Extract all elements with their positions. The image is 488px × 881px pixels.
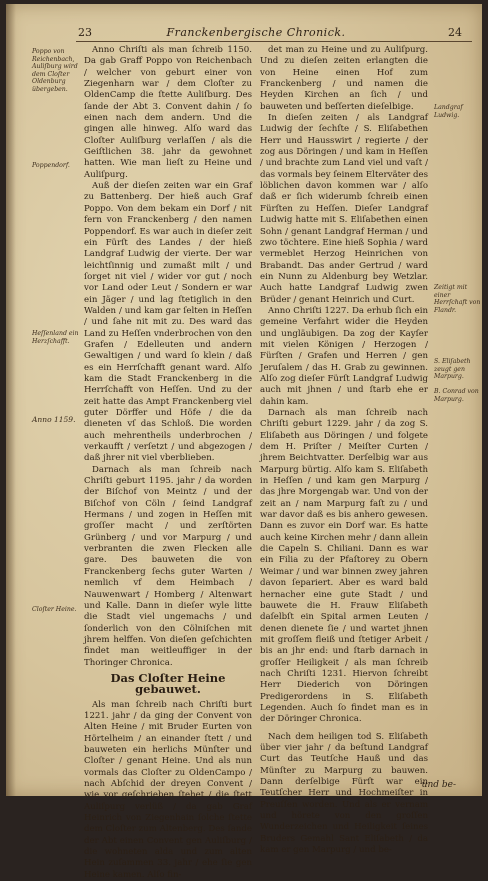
left-column — [84, 45, 252, 881]
paragraph: Darnach als man ſchreib nach Chriſti geburt 1229. jahr / da zog S. Eliſabeth aus Döringen / und folgete dem H. Priſter / Meiſter Curten / jhrem Beichtvatter. Derſelbig war aus Marpurg bürtig. Alſo kam S. Eliſabeth in Heſſen / und kam gen Marpurg / das jhre Morgengab war. Und von der zeit an / nam Marpurg faſt zu / und war davor daß es bis anhero gewesen. Dann es zuvor ein Dorf war. Es hatte auch keine Kirchen mehr / dann allein die Capeln S. Chiliani. Dann es war ein Filia zu der Pfaſtorey zu Obern Weimar / und war binnen zwey jahren davon ſepariert. Aber es ward bald hernacher eine gute Stadt / und bauwete die H. Frauw Eliſabeth daſelbſt ein Spital armen Leuten / denen dienete ſie / und wartet jhnen mit groſſem fleiß und ſtetiger Arbeit / bis an jhr end: und ſtarb darnach in groſſer Heiligkeit / als man ſchreib nach Chriſti 1231. Hiervon ſchreibt Herr Diederich von Döringen Predigerordens in S. Eliſabeth Legenden. Auch ſo findet man es in der Döringer Chronica. — [260, 408, 428, 725]
paragraph: Auß der dieſen zeiten war ein Graf zu Battenberg. Der hieß auch Graf Poppo. Von dem bekam ein Dorf / nit fern von Franckenberg / den namen Poppendorf. Es war auch in dieſer zeit ein Fürſt des Landes / der hieß Landgraf Ludwig der vierte. Der war leichtſinnig und zumaßt milt / und ſorget nit viel / wider vor gut / noch vor Land oder Leut / Sondern er war ein Jäger / und lag ſtetiglich in den Walden / und kam gar ſelten in Heſſen / und ſahe nit mit zu. Des ward das Land zu Heſſen vnderbrochen von den Grafen / Edelleuten und andern Gewaltigen / und ward ſo klein / daß es ein Herrſchafft genant ward. Alſo kam die Stadt Franckenberg in die Herrſchafft von Heſſen. Und zu der zeit hatte das Ampt Franckenberg viel guter Dörffer und Höfe / die da dieneten vſ das Schloß. Die worden auch mehrentheils underbrochen / verkaufft / verſetzt / und abgezogen / daß jhrer nit viel vberblieben. — [84, 181, 252, 464]
margin-note-conrad: B. Conrad von Marpurg. — [434, 388, 479, 403]
margin-note-hessenland: Heſſenland ein Herzſchafft. — [32, 330, 79, 345]
paragraph: In dieſen zeiten / als Landgraf Ludwig der ſechſte / S. Eliſabethen Herr und Hausswirt / regierte / der zog aus Döringen / und kam in Heſſen / und brachte zum Land viel und vaſt / das vormals bey ſeinem Elterväter des löblichen davon kommen war / alſo daß er ſich widerumb ſchreib einen Fürſten zu Heſſen. Dieſer Landgraf Ludwig hatte mit S. Eliſabethen einen Sohn / genant Landgraf Herman / und zwo töchtere. Eine hieß Sophia / ward vermeblet Herzog Heinrichen von Brabandt. Das ander Gertrud / ward ein Nunn zu Aldenburg bey Wetzlar. Auch hatte Landgraf Ludwig zwen Brüder / genant Heinrich und Curt. — [260, 113, 428, 305]
paragraph: Nach dem heiligen tod S. Eliſabeth über vier jahr / da beſtund Landgraf Curt das Teutſche Hauß und das Münſter zu Marpurg zu bauwen. Dann derſelbige Fürſt war ein Teutſcher Herr und Hochmeiſter in Preuſſen worden. Und als er vernam und hörete von den groſſen Wunderzeichen und Heiligkeit ſeines Bruders Gemahl Sant Eliſabeth / da kam er gen Marpurg / und be- — [260, 731, 428, 856]
right-column — [260, 45, 428, 856]
section-heading: Das Cloſter Heine gebauwet. — [110, 670, 226, 697]
margin-note-elisabeth: S. Eliſabeth zeugt gen Marpurg. — [434, 358, 471, 381]
margin-note-anno-1159: Anno 1159. — [32, 415, 76, 424]
paragraph: Anno Chriſti als man ſchreib 1150. Da gab Graff Poppo von Reichenbach / welcher von geburt einer von Ziegenharn war / dem Cloſter zu OldenCamp die ſtette Auliſburg. Des ſande der Abt 3. Convent dahin / ſo einen nach dem andern. Und die gingen alle hinweg. Alſo ward das Cloſter Auliſburg verlaſſen / als die Geiſtlichen 38. jahr da gewohnet hatten. Wie man lieſt zu Heine und Auliſpurg. — [84, 45, 252, 180]
paragraph: Anno Chriſti 1227. Da erhub ſich ein gemeine Verfahrt wider die Heyden und ungläubigen. Da zog der Kayſer mit vielen Königen / Herzogen / Fürſten / Grafen und Herren / gen Jeruſalem / das H. Grab zu gewinnen. Alſo zog dieſer Fürſt Landgraf Ludwig auch mit jhnen / und ſtarb ehe er dahin kam. — [260, 305, 428, 407]
paragraph: Darnach als man ſchreib nach Chriſti geburt 1195. jahr / da worden der Biſchof von Meintz / und der Biſchof von Cöln / ſeind Landgraf Hermans / und zogen in Heſſen mit groſſer macht / und zerſtörten Grünberg / und vor Marpurg / und verbranten die zwen Flecken alle gare. Des bauweten die von Franckenberg ſechs guter Warten / nemlich vf dem Heimbach / Nauwenwart / Homberg / Altenwart und Kalle. Dann in dieſer wyle litte die Stadt viel ungemachs / und ſonderlich von den Cölniſchen mit jhrem helffen. Von dieſen geſchichten findet man weitleuffiger in der Thoringer Chronica. — [84, 464, 252, 668]
margin-note-poppo: Poppo von Reichenbach, Auliſburg wird dem Cloſter Oldenburg übergeben. — [32, 48, 78, 93]
margin-note-zeitigt: Zeitigt mit einer Herrſchaft von Flandr. — [434, 284, 481, 314]
page-spine-shadow — [6, 4, 16, 796]
running-title: Franckenbergische Chronick. — [166, 26, 346, 39]
page-number-left: 23 — [78, 26, 92, 39]
paragraph: Als man ſchreib nach Chriſti burt 1221. jahr / da ging der Convent von Alten Heine / mit Bruder Eurten von Hörtelheim / an einander ſtett / und bauweten ein herlichs Münſter und Cloſter / genant Heine. Und als nun vormals das Cloſter zu OldenCampo / nach Abſchid der dreyen Convent / wie vor geſchrieben ſtehet / die ſtett Auliſpurg verlüß / da gab Graf Heinrich von Ziegenhain ſolche ſtette dem Cloſter zum Altenberg. Des ſande der Abt einen Convent gen Auliſburg / die wohneten alda und zum alten Hein zuſammen 33. jahr / ehe ſie gen Heine kamen. Alſo fin- — [84, 699, 252, 880]
paragraph: det man zu Heine und zu Auliſpurg. Und zu dieſen zeiten erlangten die von Heine einen Hof zum Franckenberg / und namen die Heyden Kirchen an ſich / und bauweten und beſſerten dieſelbige. — [260, 45, 428, 112]
catchword: und be- — [421, 780, 456, 790]
book-page — [6, 4, 482, 880]
header-rule — [76, 41, 472, 42]
margin-note-poppendorf: Poppendorf. — [32, 162, 70, 169]
page-number-right: 24 — [448, 26, 462, 39]
margin-note-kloster-heine: Cloſter Heine. — [32, 606, 77, 613]
margin-note-landgraf-ludwig: Landgraf Ludwig. — [434, 104, 463, 119]
